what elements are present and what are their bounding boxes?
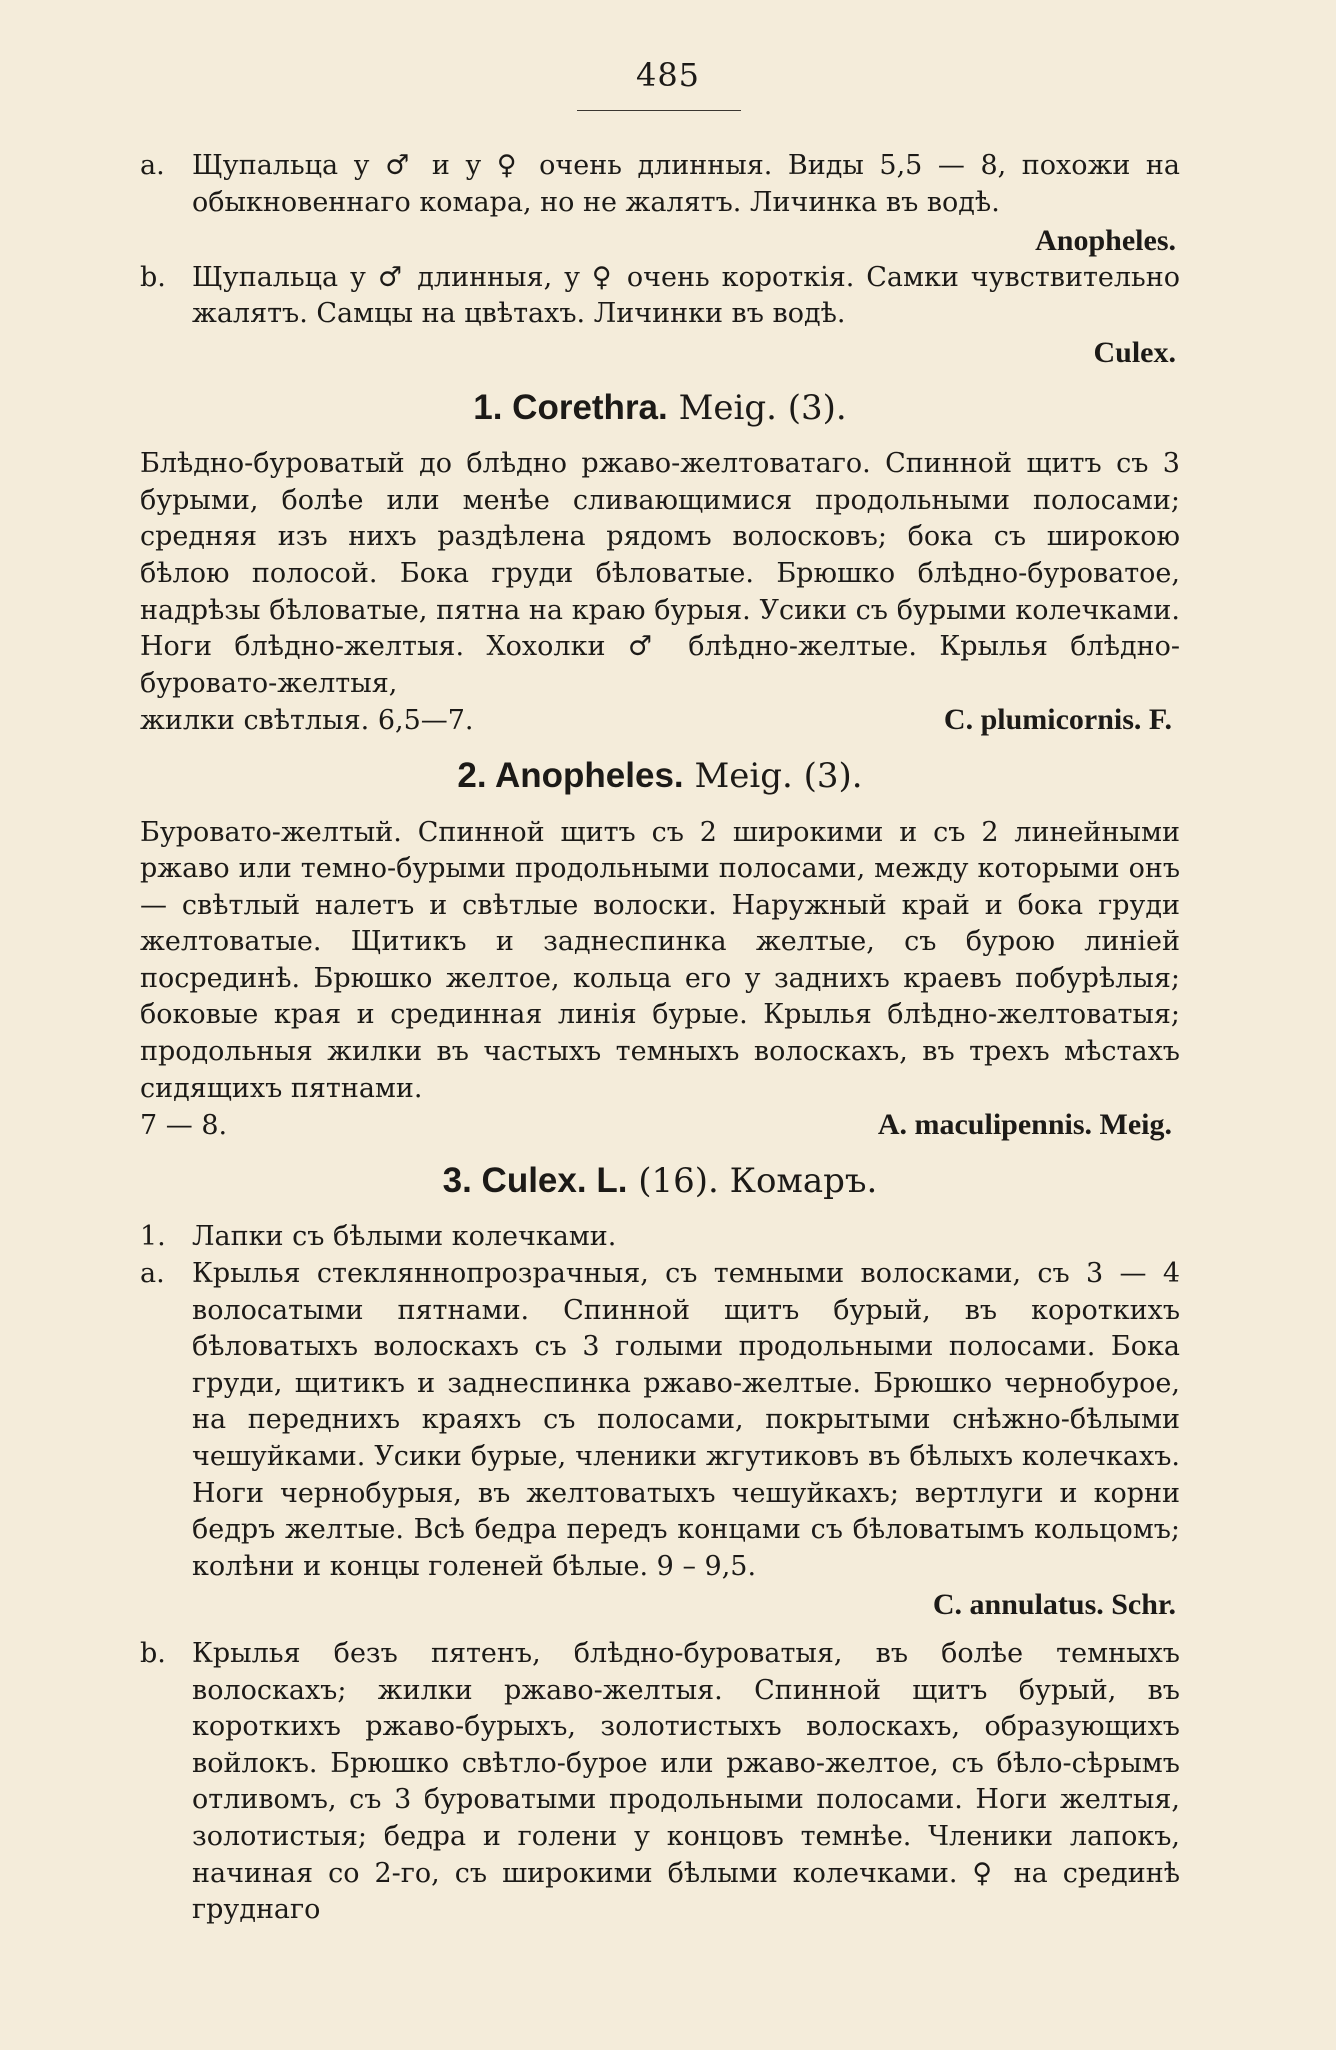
genus-title: 2. Anopheles. [457, 755, 684, 795]
spacer [140, 1624, 1180, 1636]
species-description: Буровато-желтый. Спинной щитъ съ 2 широкими и съ 2 линейными ржаво или темно-бурыми продольными полосами, между которыми онъ— свѣтлый налетъ и свѣтлые волоски. Наружный край и бока груди желтоватые. Щитикъ и заднеспинка желтые, съ бурою линіей посрединѣ. Брюшко желтое, кольца его у заднихъ краевъ побурѣлыя; боковые края и срединная линія бурые. Крылья блѣдно-желтоватыя; продольныя жилки въ частыхъ темныхъ волоскахъ, въ трехъ мѣстахъ сидящихъ пятнами. [140, 816, 1180, 1104]
description-tail: 7 — 8. [140, 1110, 228, 1142]
description-end [140, 1107, 1180, 1145]
section-heading [140, 755, 1180, 796]
key-text: Крылья стекляннопрозрачныя, съ темными волосками, съ 3 — 4 волосатыми пятнами. Спинной щитъ бурый, въ короткихъ бѣловатыхъ волоскахъ съ 3 голыми продольными полосами. Бока груди, щитикъ и заднеспинка ржаво-желтые. Брюшко чернобурое, на переднихъ краяхъ съ полосами, покрытыми снѣжно-бѣлыми чешуйками. Усики бурые, членики жгутиковъ въ бѣлыхъ колечкахъ. Ноги чернобурыя, въ желтоватыхъ чешуйкахъ; вертлуги и корни бедръ желтые. Всѣ бедра передъ концами съ бѣловатымъ кольцомъ; колѣни и концы голеней бѣлые. 9 – 9,5. [192, 1258, 1180, 1582]
key-entry-1 [140, 1219, 1180, 1256]
section-heading [140, 387, 1180, 428]
genus-authority: (16). Комаръ. [638, 1160, 878, 1201]
species-name: C. annulatus. Schr. [932, 1588, 1176, 1622]
key-text: Щупальца у ♂ и у ♀ очень длинныя. Виды 5,5 — 8, похожи на обыкновеннаго комара, но не жалятъ. Личинка въ водѣ. [192, 150, 1180, 218]
species-description: Блѣдно-буроватый до блѣдно ржаво-желтоватаго. Спинной щитъ съ 3 бурыми, болѣе или менѣе сливающимися продольными полосами; средняя изъ нихъ раздѣлена рядомъ волосковъ; бока съ широкою бѣлою полосой. Бока груди бѣловатые. Брюшко блѣдно-буроватое, надрѣзы бѣловатые, пятна на краю бурыя. Усики съ бурыми колечками. Ноги блѣдно-желтыя. Хохолки ♂ блѣдно-желтые. Крылья блѣдно-буровато-желтыя, [140, 448, 1180, 699]
page-content [140, 148, 1180, 1929]
key-text: Лапки съ бѣлыми колечками. [192, 1221, 617, 1253]
key-text: Щупальца у ♂ длинныя, у ♀ очень короткія. Самки чувствительно жалятъ. Самцы на цвѣтахъ. Личинки въ водѣ. [192, 261, 1180, 330]
key-marker: 1. [140, 1221, 166, 1253]
header-rule [577, 110, 741, 111]
genus-title: 1. Corethra. [473, 387, 668, 427]
genus-authority: Meig. (3). [678, 387, 847, 428]
key-entry-b [140, 260, 1180, 333]
page-number: 485 [635, 56, 701, 94]
key-entry-b [140, 1636, 1180, 1929]
key-entry-a [140, 148, 1180, 221]
key-marker: b. [140, 1637, 166, 1669]
key-marker: a. [140, 1258, 165, 1290]
genus-title: 3. Culex. L. [442, 1160, 628, 1200]
key-text: Крылья безъ пятенъ, блѣдно-буроватыя, въ болѣе темныхъ волоскахъ; жилки ржаво-желтыя. Спинной щитъ бурый, въ короткихъ ржаво-бурыхъ, золотистыхъ волоскахъ, образующихъ войлокъ. Брюшко свѣтло-бурое или ржаво-желтое, съ бѣло-сѣрымъ отливомъ, съ 3 буроватыми продольными полосами. Ноги желтыя, золотистыя; бедра и голени у концовъ темнѣе. Членики лапокъ, начиная со 2-го, съ широкими бѣлыми колечками. ♀ на срединѣ груднаго [192, 1637, 1180, 1926]
description-tail: жилки свѣтлыя. 6,5—7. [140, 705, 474, 737]
key-marker: a. [140, 150, 165, 181]
species-name: A. maculipennis. Meig. [877, 1108, 1172, 1142]
key-entry-a [140, 1256, 1180, 1585]
key-marker: b. [140, 261, 166, 293]
genus-result: Culex. [1093, 335, 1176, 369]
genus-authority: Meig. (3). [694, 755, 863, 796]
genus-result: Anopheles. [1035, 224, 1176, 258]
description-end [140, 702, 1180, 740]
section-heading [140, 1160, 1180, 1201]
species-name: C. plumicornis. F. [943, 703, 1172, 737]
